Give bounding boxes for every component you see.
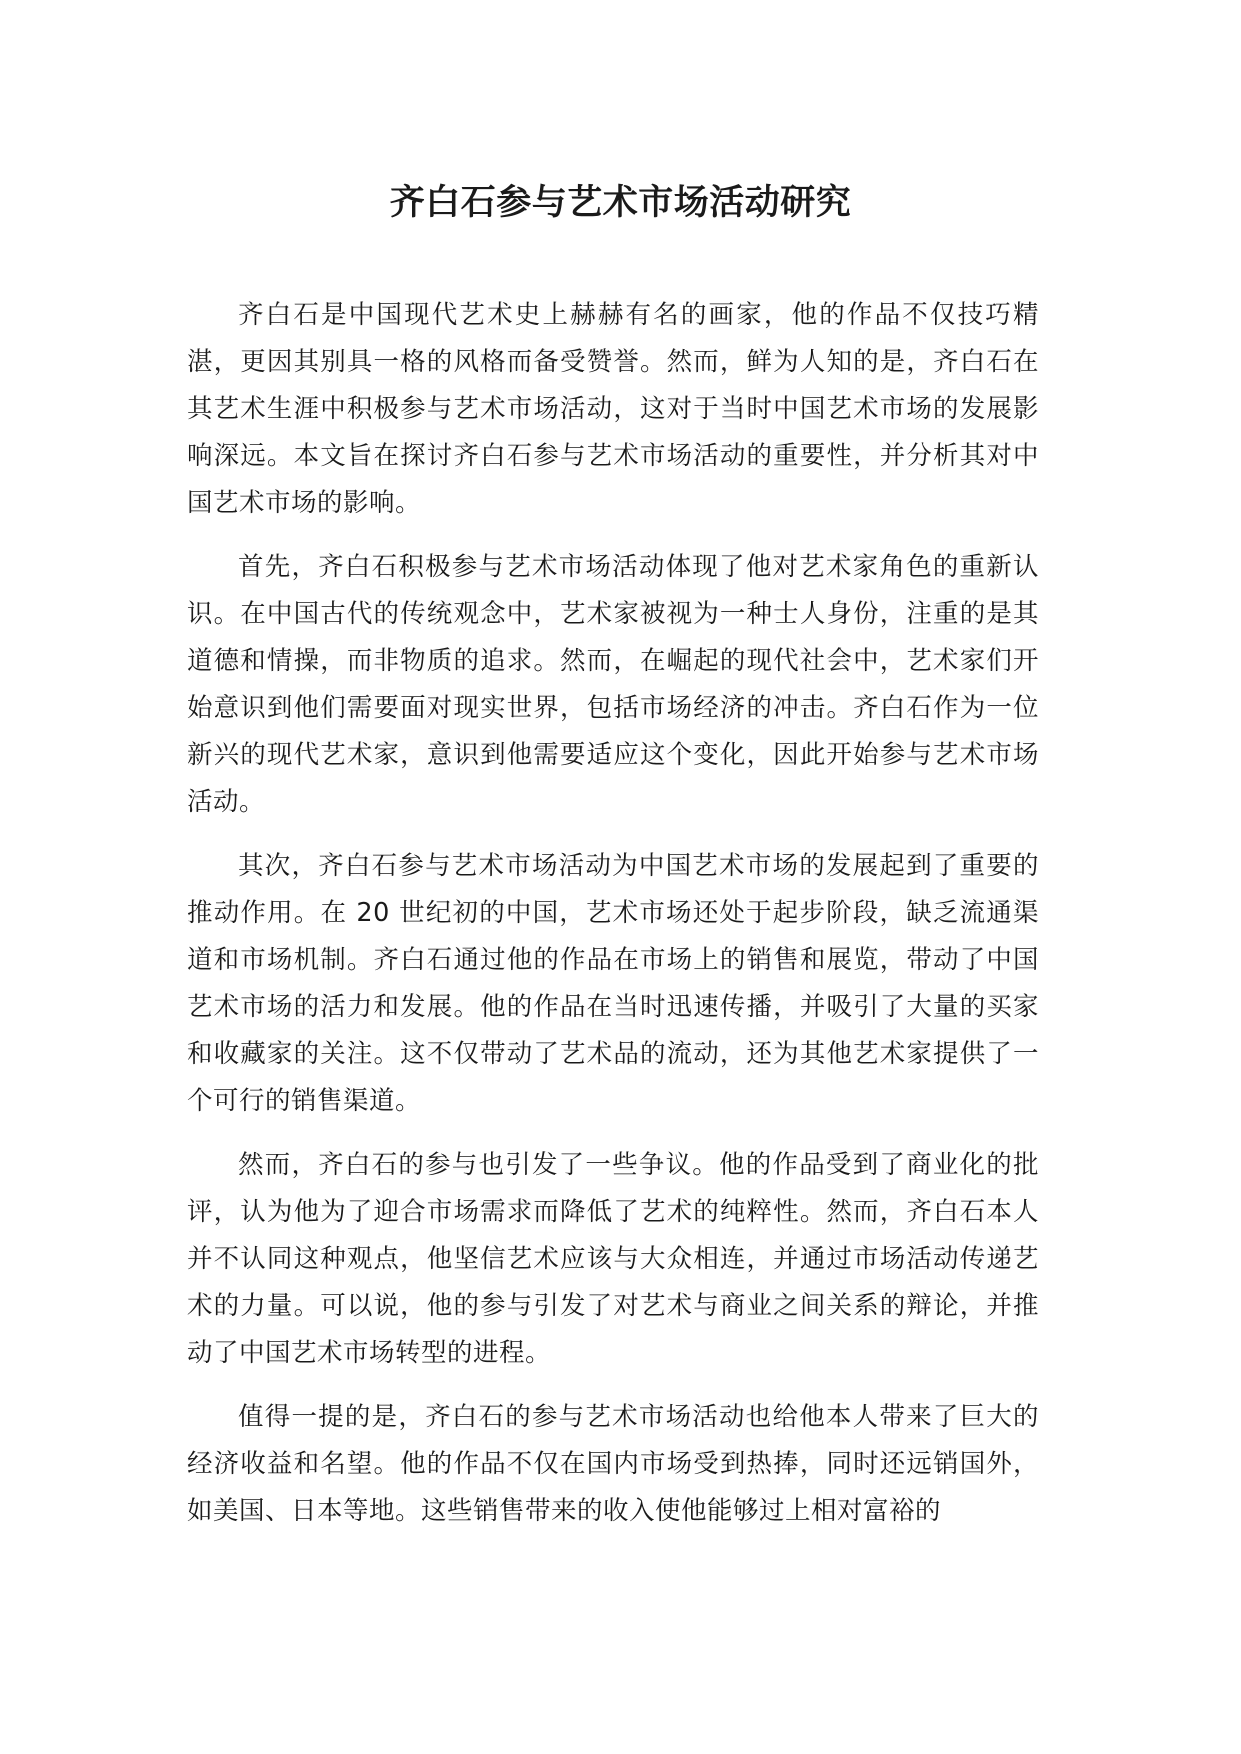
paragraph-3: 其次，齐白石参与艺术市场活动为中国艺术市场的发展起到了重要的推动作用。在 20 世纪初的中国，艺术市场还处于起步阶段，缺乏流通渠道和市场机制。齐白石通过他的作品在市场上的销售和展览，带动了中国艺术市场的活力和发展。他的作品在当时迅速传播，并吸引了大量的买家和收藏家的关注。这不仅带动了艺术品的流动，还为其他艺术家提供了一个可行的销售渠道。 [187,851,1039,1116]
paragraph-1: 齐白石是中国现代艺术史上赫赫有名的画家，他的作品不仅技巧精湛，更因其别具一格的风格而备受赞誉。然而，鲜为人知的是，齐白石在其艺术生涯中积极参与艺术市场活动，这对于当时中国艺术市场的发展影响深远。本文旨在探讨齐白石参与艺术市场活动的重要性，并分析其对中国艺术市场的影响。 [187,300,1039,518]
paragraph-5: 值得一提的是，齐白石的参与艺术市场活动也给他本人带来了巨大的经济收益和名望。他的作品不仅在国内市场受到热捧，同时还远销国外，如美国、日本等地。这些销售带来的收入使他能够过上相对富裕的 [187,1402,1039,1526]
document-body [187,292,1039,1552]
paragraph-4: 然而，齐白石的参与也引发了一些争议。他的作品受到了商业化的批评，认为他为了迎合市场需求而降低了艺术的纯粹性。然而，齐白石本人并不认同这种观点，他坚信艺术应该与大众相连，并通过市场活动传递艺术的力量。可以说，他的参与引发了对艺术与商业之间关系的辩论，并推动了中国艺术市场转型的进程。 [187,1150,1039,1368]
paragraph-2: 首先，齐白石积极参与艺术市场活动体现了他对艺术家角色的重新认识。在中国古代的传统观念中，艺术家被视为一种士人身份，注重的是其道德和情操，而非物质的追求。然而，在崛起的现代社会中，艺术家们开始意识到他们需要面对现实世界，包括市场经济的冲击。齐白石作为一位新兴的现代艺术家，意识到他需要适应这个变化，因此开始参与艺术市场活动。 [187,552,1039,817]
document-title: 齐白石参与艺术市场活动研究 [389,183,852,223]
